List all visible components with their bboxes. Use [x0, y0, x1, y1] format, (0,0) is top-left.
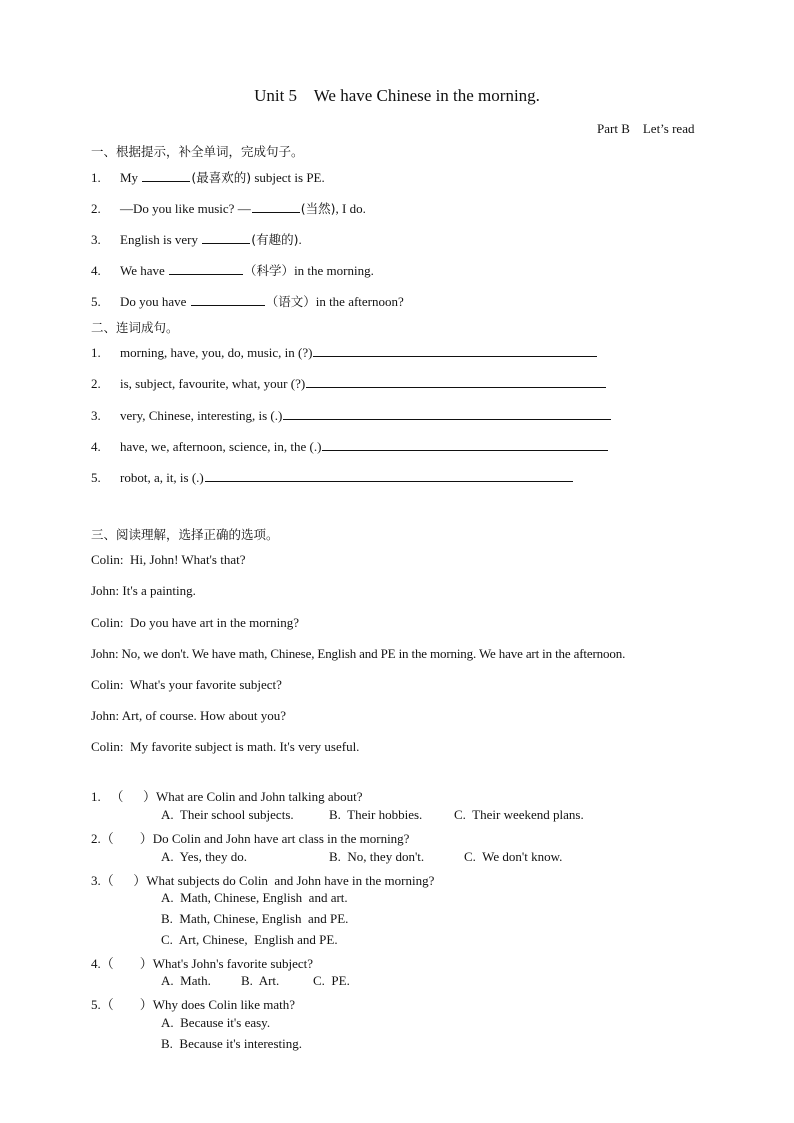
fill-item-2 — [91, 199, 366, 217]
dialogue-line: Colin: My favorite subject is math. It's very useful. — [91, 739, 360, 754]
order-item-5 — [91, 469, 574, 486]
answer-line[interactable] — [283, 407, 611, 420]
dialogue-line: Colin: Hi, John! What's that? — [91, 552, 246, 567]
option-c[interactable]: C. Art, Chinese, English and PE. — [161, 932, 338, 947]
answer-blank[interactable] — [202, 231, 250, 244]
item-words: is, subject, favourite, what, your (?) — [120, 376, 306, 391]
option-c[interactable]: C. Their weekend plans. — [454, 807, 584, 822]
item-words: have, we, afternoon, science, in, the (.) — [120, 439, 322, 454]
question-5: 5.（ ）Why does Colin like math? — [91, 997, 296, 1012]
option-c[interactable]: C. We don't know. — [464, 849, 563, 864]
section1-heading: 一、根据提示，补全单词，完成句子。 — [91, 144, 304, 159]
item-words: robot, a, it, is (.) — [120, 470, 204, 485]
item-pre: —Do you like music? — — [120, 201, 251, 216]
answer-blank[interactable] — [169, 262, 243, 275]
item-post: in the morning. — [294, 263, 374, 278]
item-words: morning, have, you, do, music, in (?) — [120, 345, 313, 360]
fill-item-1 — [91, 168, 325, 186]
option-b[interactable]: B. Because it's interesting. — [161, 1036, 302, 1051]
item-hint: (最喜欢的) — [191, 170, 252, 185]
option-c[interactable]: C. PE. — [313, 973, 350, 988]
answer-blank[interactable] — [252, 200, 300, 213]
item-hint: (有趣的) — [251, 232, 299, 247]
item-number: 5. — [91, 470, 101, 485]
item-hint: （语文） — [265, 294, 316, 309]
option-a[interactable]: A. Because it's easy. — [161, 1015, 271, 1030]
item-number: 2. — [91, 201, 101, 216]
item-post: , I do. — [335, 201, 366, 216]
question-3: 3.（ ）What subjects do Colin and John have in the morning? — [91, 873, 435, 888]
order-item-1 — [91, 344, 598, 361]
item-number: 3. — [91, 232, 101, 247]
item-hint: （科学） — [244, 263, 295, 278]
fill-item-5 — [91, 292, 404, 310]
item-post: in the afternoon? — [315, 294, 404, 309]
answer-blank[interactable] — [191, 293, 265, 306]
item-pre: We have — [120, 263, 169, 278]
item-number: 2. — [91, 376, 101, 391]
dialogue-line: John: It's a painting. — [91, 583, 196, 598]
answer-line[interactable] — [313, 344, 597, 357]
fill-item-3 — [91, 230, 302, 248]
option-a[interactable]: A. Yes, they do. — [161, 849, 247, 864]
section2-heading: 二、连词成句。 — [91, 320, 179, 335]
question-1: 1. （ ）What are Colin and John talking about? — [91, 789, 363, 804]
option-b[interactable]: B. Math, Chinese, English and PE. — [161, 911, 349, 926]
answer-line[interactable] — [205, 469, 573, 482]
dialogue-line: Colin: Do you have art in the morning? — [91, 615, 299, 630]
item-post: . — [298, 232, 302, 247]
option-a[interactable]: A. Their school subjects. — [161, 807, 294, 822]
lesson-subtitle: Part B Let’s read — [597, 121, 695, 136]
order-item-2 — [91, 375, 607, 392]
item-hint: (当然) — [300, 201, 336, 216]
item-number: 4. — [91, 263, 101, 278]
answer-line[interactable] — [322, 438, 608, 451]
option-a[interactable]: A. Math. — [161, 973, 211, 988]
item-pre: My — [120, 170, 142, 185]
option-b[interactable]: B. Art. — [241, 973, 280, 988]
dialogue-line: John: Art, of course. How about you? — [91, 708, 286, 723]
option-a[interactable]: A. Math, Chinese, English and art. — [161, 890, 348, 905]
option-b[interactable]: B. Their hobbies. — [329, 807, 423, 822]
question-4: 4.（ ）What's John's favorite subject? — [91, 956, 314, 971]
item-words: very, Chinese, interesting, is (.) — [120, 408, 283, 423]
question-2: 2.（ ）Do Colin and John have art class in the morning? — [91, 831, 410, 846]
option-b[interactable]: B. No, they don't. — [329, 849, 425, 864]
answer-line[interactable] — [306, 375, 606, 388]
order-item-4 — [91, 438, 609, 455]
item-pre: Do you have — [120, 294, 190, 309]
fill-item-4 — [91, 261, 374, 279]
item-pre: English is very — [120, 232, 202, 247]
item-number: 3. — [91, 408, 101, 423]
item-number: 1. — [91, 170, 101, 185]
order-item-3 — [91, 407, 612, 424]
worksheet-title: Unit 5 We have Chinese in the morning. — [254, 86, 540, 105]
answer-blank[interactable] — [142, 169, 190, 182]
item-number: 5. — [91, 294, 101, 309]
dialogue-line: John: No, we don't. We have math, Chinese, English and PE in the morning. We have art in the afternoon. — [91, 646, 626, 661]
item-number: 4. — [91, 439, 101, 454]
section3-heading: 三、阅读理解，选择正确的选项。 — [91, 527, 279, 542]
item-number: 1. — [91, 345, 101, 360]
dialogue-line: Colin: What's your favorite subject? — [91, 677, 282, 692]
item-post: subject is PE. — [251, 170, 325, 185]
